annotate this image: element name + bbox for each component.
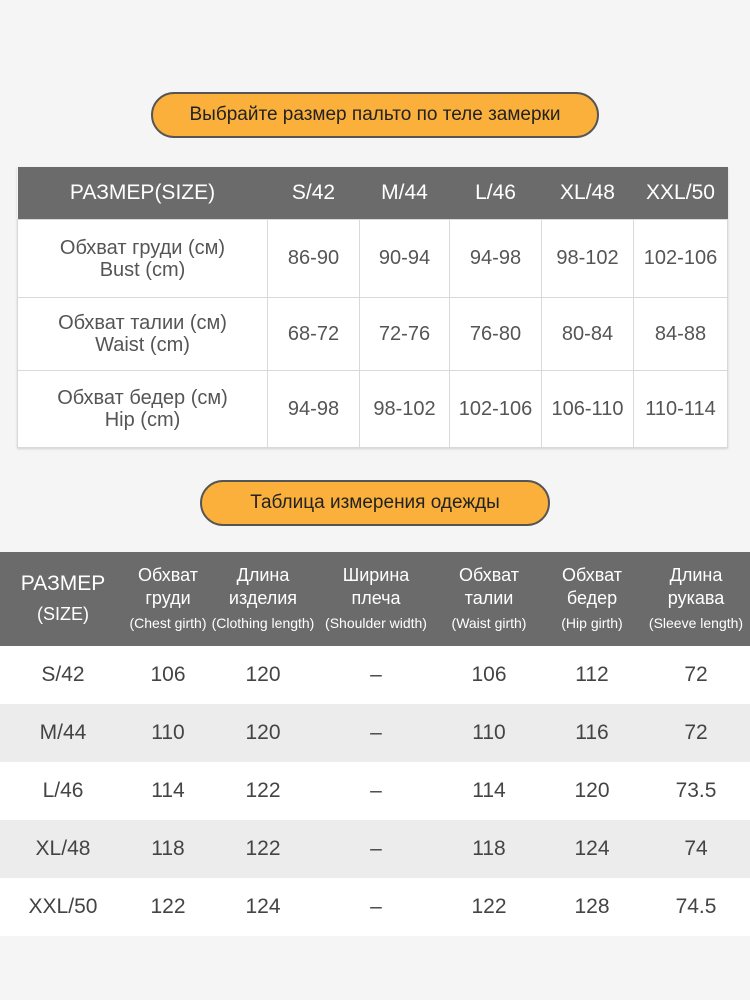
- cell: 124: [210, 878, 316, 936]
- header-l46: L/46: [450, 167, 542, 220]
- header-en: (Chest girth): [129, 615, 207, 631]
- row-label-en: Hip (cm): [104, 409, 181, 431]
- header-en: (Shoulder width): [325, 615, 427, 631]
- cell: 110: [436, 704, 542, 762]
- cell: 76-80: [450, 298, 542, 371]
- garment-table-banner: Таблица измерения одежды: [200, 480, 550, 526]
- cell: –: [316, 762, 436, 820]
- cell: 80-84: [542, 298, 634, 371]
- cell: –: [316, 878, 436, 936]
- cell: 118: [126, 820, 210, 878]
- header-ru: Длина изделия: [228, 565, 298, 608]
- header-ru: РАЗМЕР: [20, 572, 106, 595]
- cell: 120: [210, 646, 316, 704]
- cell: 114: [436, 762, 542, 820]
- cell: L/46: [0, 762, 126, 820]
- header-xxl50: XXL/50: [634, 167, 728, 220]
- cell: 73.5: [642, 762, 750, 820]
- header-en: (Sleeve length): [648, 615, 744, 631]
- cell: –: [316, 646, 436, 704]
- row-label-en: Waist (cm): [95, 334, 190, 356]
- cell: 122: [126, 878, 210, 936]
- table-row: [0, 646, 750, 704]
- cell: 116: [542, 704, 642, 762]
- table-row: [18, 220, 728, 298]
- size-banner: Выбрайте размер пальто по теле замерки: [151, 92, 599, 138]
- cell: 106: [436, 646, 542, 704]
- row-label: [18, 298, 268, 371]
- cell: 112: [542, 646, 642, 704]
- cell: 120: [542, 762, 642, 820]
- garment-measurement-table: [0, 552, 750, 936]
- header-en: (Waist girth): [451, 615, 527, 631]
- header-ru: Обхват бедер: [562, 565, 622, 608]
- cell: 94-98: [450, 220, 542, 298]
- row-label: [18, 371, 268, 448]
- cell: 72: [642, 646, 750, 704]
- header-ru: Обхват груди: [138, 565, 198, 608]
- header-en: (Hip girth): [561, 615, 623, 631]
- cell: 86-90: [268, 220, 360, 298]
- header-ru: Ширина плеча: [342, 565, 410, 608]
- cell: 128: [542, 878, 642, 936]
- header-s42: S/42: [268, 167, 360, 220]
- header-xl48: XL/48: [542, 167, 634, 220]
- cell: 122: [436, 878, 542, 936]
- cell: –: [316, 820, 436, 878]
- cell: 74: [642, 820, 750, 878]
- header-clothing-length: [210, 552, 316, 646]
- table-row: [0, 762, 750, 820]
- cell: 118: [436, 820, 542, 878]
- row-label-en: Bust (cm): [99, 258, 186, 281]
- header-size: [0, 552, 126, 646]
- table-row: [18, 298, 728, 371]
- cell: 84-88: [634, 298, 728, 371]
- cell: 102-106: [634, 220, 728, 298]
- header-en: (Clothing length): [211, 615, 315, 631]
- cell: 68-72: [268, 298, 360, 371]
- cell: 110: [126, 704, 210, 762]
- table-header-row: [0, 552, 750, 646]
- cell: 122: [210, 762, 316, 820]
- cell: S/42: [0, 646, 126, 704]
- header-en: (SIZE): [37, 604, 89, 624]
- header-size: РАЗМЕР(SIZE): [18, 167, 268, 220]
- cell: 90-94: [360, 220, 450, 298]
- cell: 102-106: [450, 371, 542, 448]
- body-measurement-table: [17, 167, 728, 448]
- header-hip-girth: [542, 552, 642, 646]
- table-row: [18, 371, 728, 448]
- cell: 72-76: [360, 298, 450, 371]
- header-ru: Длина рукава: [667, 565, 725, 608]
- cell: XXL/50: [0, 878, 126, 936]
- cell: 106: [126, 646, 210, 704]
- row-label-ru: Обхват груди (см): [59, 236, 226, 259]
- cell: M/44: [0, 704, 126, 762]
- header-ru: Обхват талии: [459, 565, 519, 608]
- table-row: [0, 820, 750, 878]
- cell: 72: [642, 704, 750, 762]
- cell: XL/48: [0, 820, 126, 878]
- cell: 98-102: [360, 371, 450, 448]
- cell: 120: [210, 704, 316, 762]
- row-label: [18, 220, 268, 298]
- cell: 74.5: [642, 878, 750, 936]
- cell: –: [316, 704, 436, 762]
- table-row: [0, 878, 750, 936]
- row-label-ru: Обхват талии (см): [58, 312, 227, 334]
- cell: 98-102: [542, 220, 634, 298]
- cell: 94-98: [268, 371, 360, 448]
- header-chest-girth: [126, 552, 210, 646]
- header-shoulder-width: [316, 552, 436, 646]
- header-sleeve-length: [642, 552, 750, 646]
- table-header-row: [18, 167, 728, 220]
- table-row: [0, 704, 750, 762]
- header-m44: M/44: [360, 167, 450, 220]
- header-waist-girth: [436, 552, 542, 646]
- cell: 122: [210, 820, 316, 878]
- cell: 114: [126, 762, 210, 820]
- cell: 110-114: [634, 371, 728, 448]
- row-label-ru: Обхват бедер (см): [57, 387, 228, 409]
- cell: 106-110: [542, 371, 634, 448]
- cell: 124: [542, 820, 642, 878]
